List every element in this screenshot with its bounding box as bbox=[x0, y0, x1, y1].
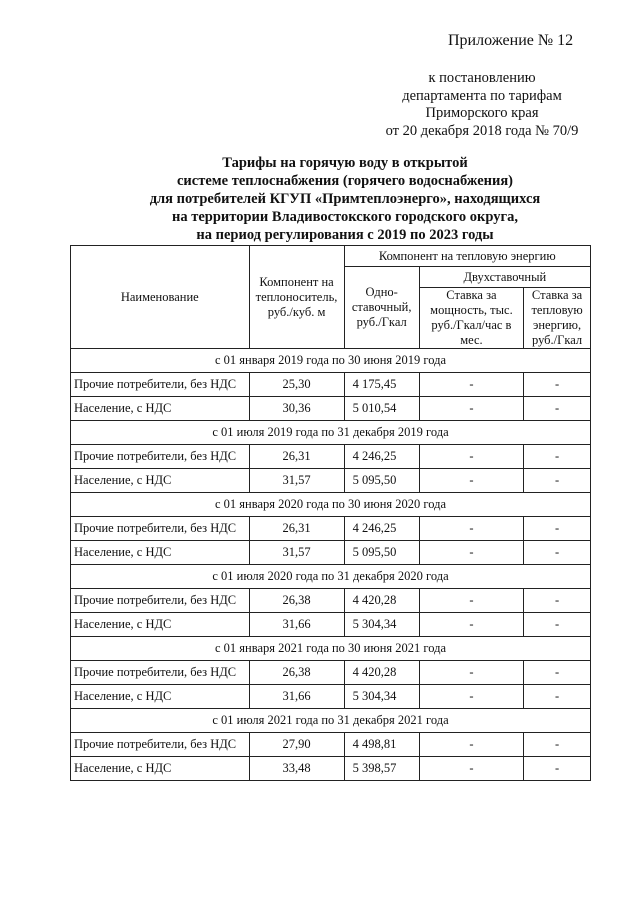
carrier-cell: 30,36 bbox=[249, 397, 344, 421]
decree-line: от 20 декабря 2018 года № 70/9 bbox=[385, 122, 579, 139]
period-row bbox=[71, 637, 591, 661]
carrier-cell: 31,66 bbox=[249, 685, 344, 709]
header-energy-rate: Ставка за тепловую энергию, руб./Гкал bbox=[524, 288, 591, 349]
capacity-cell: - bbox=[419, 373, 523, 397]
period-row bbox=[71, 349, 591, 373]
consumer-cell: Прочие потребители, без НДС bbox=[71, 661, 250, 685]
energy-rate-cell: - bbox=[524, 373, 591, 397]
consumer-cell: Население, с НДС bbox=[71, 397, 250, 421]
title-line: для потребителей КГУП «Примтеплоэнерго», находящихся bbox=[149, 191, 541, 207]
carrier-cell: 26,38 bbox=[249, 589, 344, 613]
one-rate-cell: 5 398,57 bbox=[344, 757, 419, 781]
capacity-cell: - bbox=[419, 469, 523, 493]
period-row bbox=[71, 565, 591, 589]
title-line: Тарифы на горячую воду в открытой bbox=[222, 155, 468, 171]
energy-rate-cell: - bbox=[524, 445, 591, 469]
decree-line: к постановлению bbox=[428, 70, 536, 86]
decree-line: Приморского края bbox=[425, 105, 539, 121]
table-row bbox=[71, 397, 591, 421]
capacity-cell: - bbox=[419, 517, 523, 541]
capacity-cell: - bbox=[419, 397, 523, 421]
one-rate-cell: 5 304,34 bbox=[344, 685, 419, 709]
header-two-rate: Двухставочный bbox=[419, 267, 590, 288]
table-body bbox=[71, 349, 591, 781]
decree-line: департамента по тарифам bbox=[402, 87, 562, 104]
energy-rate-cell: - bbox=[524, 613, 591, 637]
energy-rate-cell: - bbox=[524, 757, 591, 781]
consumer-cell: Прочие потребители, без НДС bbox=[71, 733, 250, 757]
capacity-cell: - bbox=[419, 541, 523, 565]
consumer-cell: Прочие потребители, без НДС bbox=[71, 589, 250, 613]
appendix-label: Приложение № 12 bbox=[448, 32, 574, 49]
document-title bbox=[90, 154, 600, 244]
carrier-cell: 26,31 bbox=[249, 517, 344, 541]
one-rate-cell: 4 420,28 bbox=[344, 589, 419, 613]
energy-rate-cell: - bbox=[524, 661, 591, 685]
energy-rate-cell: - bbox=[524, 517, 591, 541]
capacity-cell: - bbox=[419, 733, 523, 757]
table-row bbox=[71, 517, 591, 541]
period-row bbox=[71, 421, 591, 445]
table-row bbox=[71, 469, 591, 493]
period-label: с 01 января 2020 года по 30 июня 2020 года bbox=[71, 493, 591, 517]
carrier-cell: 31,57 bbox=[249, 469, 344, 493]
table-row bbox=[71, 733, 591, 757]
energy-rate-cell: - bbox=[524, 589, 591, 613]
table-row bbox=[71, 541, 591, 565]
capacity-cell: - bbox=[419, 445, 523, 469]
period-label: с 01 июля 2019 года по 31 декабря 2019 года bbox=[71, 421, 591, 445]
header-one-rate: Одно-ставочный, руб./Гкал bbox=[344, 267, 419, 349]
one-rate-cell: 5 010,54 bbox=[344, 397, 419, 421]
one-rate-cell: 4 175,45 bbox=[344, 373, 419, 397]
capacity-cell: - bbox=[419, 613, 523, 637]
carrier-cell: 26,38 bbox=[249, 661, 344, 685]
consumer-cell: Население, с НДС bbox=[71, 469, 250, 493]
carrier-cell: 25,30 bbox=[249, 373, 344, 397]
capacity-cell: - bbox=[419, 757, 523, 781]
one-rate-cell: 5 304,34 bbox=[344, 613, 419, 637]
consumer-cell: Население, с НДС bbox=[71, 613, 250, 637]
consumer-cell: Прочие потребители, без НДС bbox=[71, 373, 250, 397]
title-line: на период регулирования с 2019 по 2023 годы bbox=[196, 227, 494, 243]
table-row bbox=[71, 757, 591, 781]
consumer-cell: Население, с НДС bbox=[71, 757, 250, 781]
header-capacity: Ставка за мощность, тыс. руб./Гкал/час в мес. bbox=[419, 288, 523, 349]
energy-rate-cell: - bbox=[524, 469, 591, 493]
consumer-cell: Население, с НДС bbox=[71, 541, 250, 565]
period-label: с 01 января 2019 года по 30 июня 2019 года bbox=[71, 349, 591, 373]
one-rate-cell: 4 246,25 bbox=[344, 445, 419, 469]
consumer-cell: Прочие потребители, без НДС bbox=[71, 445, 250, 469]
title-line: на территории Владивостокского городского округа, bbox=[172, 209, 518, 225]
one-rate-cell: 5 095,50 bbox=[344, 541, 419, 565]
energy-rate-cell: - bbox=[524, 397, 591, 421]
table-row bbox=[71, 661, 591, 685]
energy-rate-cell: - bbox=[524, 541, 591, 565]
energy-rate-cell: - bbox=[524, 685, 591, 709]
period-label: с 01 июля 2021 года по 31 декабря 2021 года bbox=[71, 709, 591, 733]
one-rate-cell: 4 246,25 bbox=[344, 517, 419, 541]
period-label: с 01 января 2021 года по 30 июня 2021 года bbox=[71, 637, 591, 661]
consumer-cell: Население, с НДС bbox=[71, 685, 250, 709]
capacity-cell: - bbox=[419, 661, 523, 685]
carrier-cell: 33,48 bbox=[249, 757, 344, 781]
decree-reference bbox=[372, 70, 592, 140]
title-line: системе теплоснабжения (горячего водоснабжения) bbox=[176, 173, 514, 189]
capacity-cell: - bbox=[419, 589, 523, 613]
one-rate-cell: 4 498,81 bbox=[344, 733, 419, 757]
header-energy: Компонент на тепловую энергию bbox=[344, 246, 590, 267]
tariff-table bbox=[70, 245, 591, 781]
one-rate-cell: 4 420,28 bbox=[344, 661, 419, 685]
header-name: Наименование bbox=[71, 246, 250, 349]
consumer-cell: Прочие потребители, без НДС bbox=[71, 517, 250, 541]
energy-rate-cell: - bbox=[524, 733, 591, 757]
one-rate-cell: 5 095,50 bbox=[344, 469, 419, 493]
table-row bbox=[71, 373, 591, 397]
table-row bbox=[71, 685, 591, 709]
table-row bbox=[71, 613, 591, 637]
carrier-cell: 31,57 bbox=[249, 541, 344, 565]
table-row bbox=[71, 445, 591, 469]
capacity-cell: - bbox=[419, 685, 523, 709]
period-label: с 01 июля 2020 года по 31 декабря 2020 года bbox=[71, 565, 591, 589]
table-row bbox=[71, 589, 591, 613]
period-row bbox=[71, 493, 591, 517]
carrier-cell: 26,31 bbox=[249, 445, 344, 469]
period-row bbox=[71, 709, 591, 733]
header-carrier: Компонент на теплоноситель, руб./куб. м bbox=[249, 246, 344, 349]
carrier-cell: 27,90 bbox=[249, 733, 344, 757]
carrier-cell: 31,66 bbox=[249, 613, 344, 637]
